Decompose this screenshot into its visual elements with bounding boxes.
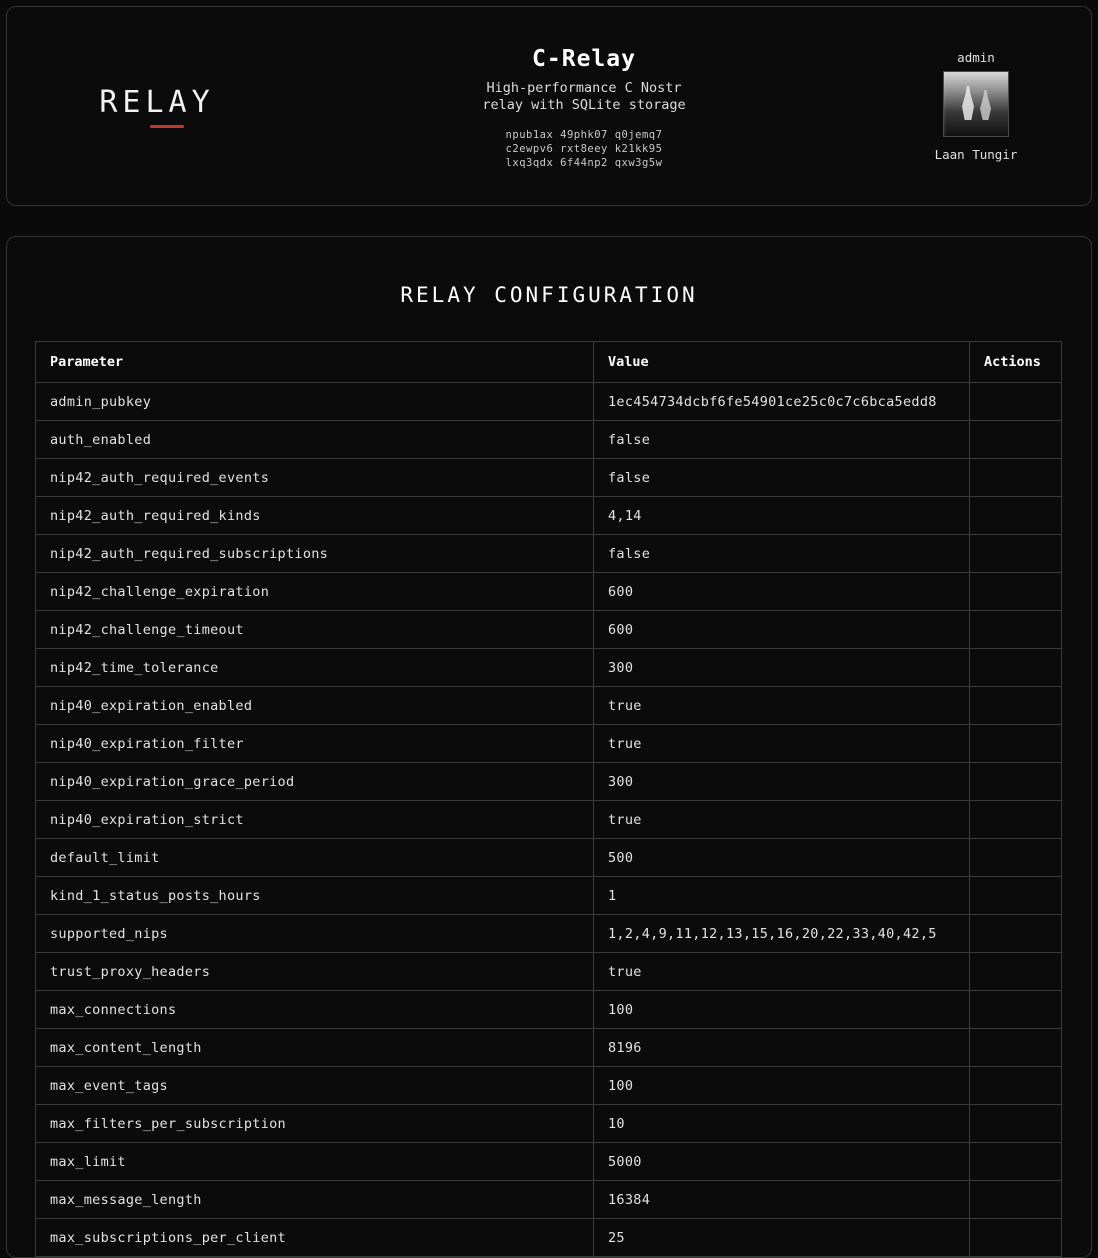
config-row-actions[interactable] — [970, 801, 1062, 839]
column-header-value: Value — [594, 342, 970, 383]
config-parameter-value[interactable]: 100 — [594, 991, 970, 1029]
relay-configuration-panel — [6, 236, 1092, 1258]
config-parameter-value[interactable]: 10 — [594, 1105, 970, 1143]
table-row — [36, 459, 1062, 497]
table-row — [36, 915, 1062, 953]
config-parameter-name: max_connections — [36, 991, 594, 1029]
config-parameter-name: nip40_expiration_strict — [36, 801, 594, 839]
brand-wordmark-text: RELAY — [99, 84, 215, 120]
table-row — [36, 991, 1062, 1029]
config-parameter-value[interactable]: false — [594, 459, 970, 497]
table-row — [36, 1181, 1062, 1219]
table-row — [36, 497, 1062, 535]
config-parameter-name: max_filters_per_subscription — [36, 1105, 594, 1143]
column-header-actions: Actions — [970, 342, 1062, 383]
config-parameter-name: nip42_auth_required_kinds — [36, 497, 594, 535]
config-row-actions[interactable] — [970, 839, 1062, 877]
relay-identity — [307, 42, 861, 170]
relay-npub-line-1: npub1ax 49phk07 q0jemq7 — [505, 128, 663, 141]
config-row-actions[interactable] — [970, 421, 1062, 459]
table-row — [36, 611, 1062, 649]
table-row — [36, 839, 1062, 877]
config-row-actions[interactable] — [970, 1181, 1062, 1219]
config-parameter-name: nip42_auth_required_subscriptions — [36, 535, 594, 573]
table-row — [36, 535, 1062, 573]
table-row — [36, 1029, 1062, 1067]
page-title: RELAY CONFIGURATION — [400, 283, 698, 307]
config-parameter-value[interactable]: 16384 — [594, 1181, 970, 1219]
admin-role-label: admin — [957, 50, 995, 65]
config-parameter-name: default_limit — [36, 839, 594, 877]
relay-title: C-Relay — [532, 45, 636, 72]
configuration-table-body — [36, 383, 1062, 1257]
config-row-actions[interactable] — [970, 953, 1062, 991]
config-row-actions[interactable] — [970, 649, 1062, 687]
config-parameter-value[interactable]: true — [594, 687, 970, 725]
config-parameter-name: nip40_expiration_enabled — [36, 687, 594, 725]
table-row — [36, 763, 1062, 801]
config-parameter-value[interactable]: 4,14 — [594, 497, 970, 535]
relay-subtitle: High-performance C Nostr relay with SQLite storage — [482, 79, 686, 113]
table-row — [36, 801, 1062, 839]
config-parameter-name: trust_proxy_headers — [36, 953, 594, 991]
table-row — [36, 1067, 1062, 1105]
table-row — [36, 953, 1062, 991]
config-row-actions[interactable] — [970, 991, 1062, 1029]
config-row-actions[interactable] — [970, 497, 1062, 535]
config-row-actions[interactable] — [970, 1105, 1062, 1143]
config-row-actions[interactable] — [970, 1219, 1062, 1257]
table-row — [36, 649, 1062, 687]
config-row-actions[interactable] — [970, 383, 1062, 421]
table-row — [36, 725, 1062, 763]
config-parameter-value[interactable]: 1,2,4,9,11,12,13,15,16,20,22,33,40,42,5 — [594, 915, 970, 953]
admin-name-label: Laan Tungir — [934, 147, 1018, 162]
config-parameter-name: max_subscriptions_per_client — [36, 1219, 594, 1257]
config-row-actions[interactable] — [970, 763, 1062, 801]
config-row-actions[interactable] — [970, 1143, 1062, 1181]
config-parameter-value[interactable]: 8196 — [594, 1029, 970, 1067]
configuration-table — [35, 341, 1062, 1257]
table-row — [36, 1219, 1062, 1257]
config-row-actions[interactable] — [970, 611, 1062, 649]
config-parameter-name: max_limit — [36, 1143, 594, 1181]
config-parameter-name: auth_enabled — [36, 421, 594, 459]
config-parameter-name: nip42_challenge_expiration — [36, 573, 594, 611]
table-row — [36, 383, 1062, 421]
relay-npub — [307, 128, 861, 171]
config-parameter-name: supported_nips — [36, 915, 594, 953]
config-row-actions[interactable] — [970, 877, 1062, 915]
config-parameter-value[interactable]: 600 — [594, 611, 970, 649]
column-header-parameter: Parameter — [36, 342, 594, 383]
config-parameter-value[interactable]: 100 — [594, 1067, 970, 1105]
config-parameter-value[interactable]: 1 — [594, 877, 970, 915]
config-parameter-name: nip42_time_tolerance — [36, 649, 594, 687]
config-row-actions[interactable] — [970, 573, 1062, 611]
config-parameter-value[interactable]: 600 — [594, 573, 970, 611]
table-row — [36, 1143, 1062, 1181]
config-row-actions[interactable] — [970, 535, 1062, 573]
table-row — [36, 1105, 1062, 1143]
config-row-actions[interactable] — [970, 915, 1062, 953]
config-parameter-name: max_event_tags — [36, 1067, 594, 1105]
config-parameter-value[interactable]: 25 — [594, 1219, 970, 1257]
config-row-actions[interactable] — [970, 459, 1062, 497]
relay-npub-line-2: c2ewpv6 rxt8eey k21kk95 — [505, 142, 663, 155]
config-row-actions[interactable] — [970, 687, 1062, 725]
config-row-actions[interactable] — [970, 1067, 1062, 1105]
brand-underline-accent — [150, 125, 184, 128]
site-header — [6, 6, 1092, 206]
config-parameter-name: nip40_expiration_filter — [36, 725, 594, 763]
config-parameter-name: nip42_auth_required_events — [36, 459, 594, 497]
table-row — [36, 877, 1062, 915]
table-header-row — [36, 342, 1062, 383]
brand-logo[interactable] — [7, 85, 307, 128]
config-parameter-value[interactable]: 500 — [594, 839, 970, 877]
config-parameter-value[interactable]: true — [594, 725, 970, 763]
config-parameter-value[interactable]: false — [594, 421, 970, 459]
config-parameter-name: max_message_length — [36, 1181, 594, 1219]
config-parameter-value[interactable]: true — [594, 801, 970, 839]
config-row-actions[interactable] — [970, 725, 1062, 763]
relay-npub-line-3: lxq3qdx 6f44np2 qxw3g5w — [505, 156, 663, 169]
config-parameter-value[interactable]: 300 — [594, 649, 970, 687]
config-parameter-name: admin_pubkey — [36, 383, 594, 421]
config-parameter-value[interactable]: false — [594, 535, 970, 573]
config-row-actions[interactable] — [970, 1029, 1062, 1067]
admin-profile[interactable] — [861, 50, 1091, 162]
config-parameter-value[interactable]: 1ec454734dcbf6fe54901ce25c0c7c6bca5edd8 — [594, 383, 970, 421]
config-parameter-name: max_content_length — [36, 1029, 594, 1067]
config-parameter-name: nip42_challenge_timeout — [36, 611, 594, 649]
table-row — [36, 573, 1062, 611]
config-parameter-value[interactable]: 5000 — [594, 1143, 970, 1181]
config-parameter-value[interactable]: 300 — [594, 763, 970, 801]
config-parameter-name: kind_1_status_posts_hours — [36, 877, 594, 915]
avatar[interactable] — [943, 71, 1009, 137]
table-row — [36, 421, 1062, 459]
config-parameter-name: nip40_expiration_grace_period — [36, 763, 594, 801]
table-row — [36, 687, 1062, 725]
config-parameter-value[interactable]: true — [594, 953, 970, 991]
